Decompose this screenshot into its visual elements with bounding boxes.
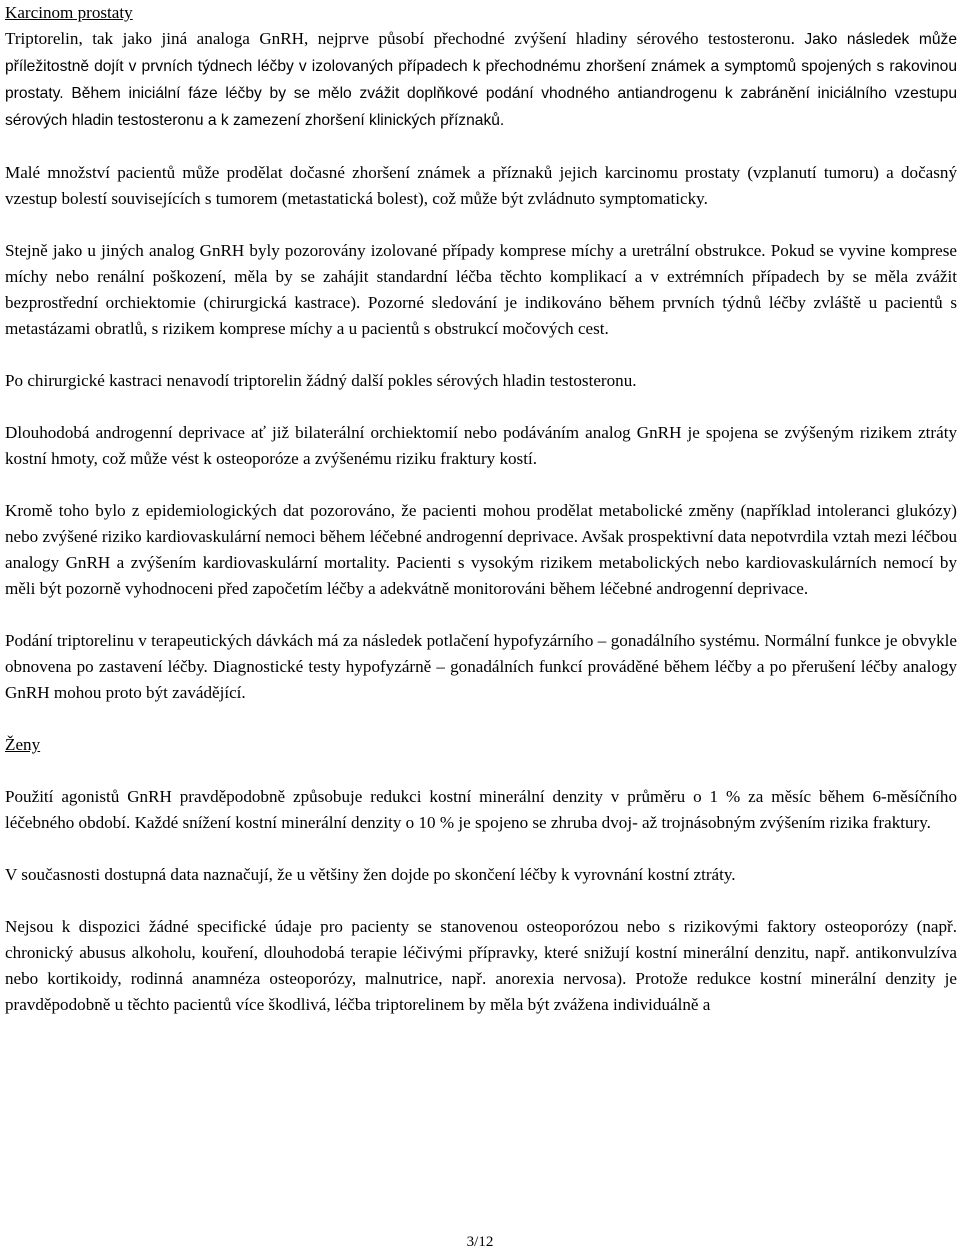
paragraph-bone-density-reduction: Použití agonistů GnRH pravděpodobně způsobuje redukci kostní minerální denzity v průměru o 1 % za měsíc během 6-měsíčního léčebného období. Každé snížení kostní minerální denzity o 10 % je spojeno se zhruba dvoj- až trojnásobným zvýšením rizika fraktury. bbox=[5, 787, 957, 832]
paragraph-tumor-flare: Malé množství pacientů může prodělat dočasné zhoršení známek a příznaků jejich karcinomu prostaty (vzplanutí tumoru) a dočasný vzestup bolestí souvisejících s tumorem (metastatická bolest), což může být zvládnuto symptomaticky. bbox=[5, 163, 957, 208]
document-page bbox=[5, 0, 957, 1044]
section-heading-women: Ženy bbox=[5, 735, 41, 754]
paragraph-part-sans: Jako následek může příležitostně dojít v prvních týdnech léčby v izolovaných případech k přechodnému zhoršení známek a symptomů spojených s rakovinou prostaty. Během iniciální fáze léčby by se mělo zvážit doplňkové podání vhodného antiandrogenu k zabránění iniciálního vzestupu sérových hladin testosteronu a k zamezení zhoršení klinických příznaků. bbox=[5, 31, 957, 129]
paragraph-bone-loss: Dlouhodobá androgenní deprivace ať již bilaterální orchiektomií nebo podáváním analog GnRH je spojena se zvýšeným rizikem ztráty kostní hmoty, což může vést k osteoporóze a zvýšenému riziku fraktury kostí. bbox=[5, 423, 957, 468]
paragraph-initial-testosterone-rise bbox=[5, 26, 957, 134]
page-number: 3/12 bbox=[466, 1234, 494, 1250]
paragraph-part-serif: Triptorelin, tak jako jiná analoga GnRH, nejprve působí přechodné zvýšení hladiny sérového testosteronu. bbox=[5, 29, 805, 48]
section-heading-prostate-cancer: Karcinom prostaty bbox=[5, 3, 133, 22]
paragraph-spinal-compression: Stejně jako u jiných analog GnRH byly pozorovány izolované případy komprese míchy a uretrální obstrukce. Pokud se vyvine komprese míchy nebo renální poškození, měla by se zahájit standardní léčba těchto komplikací a v extrémních případech by se měla zvážit bezprostřední orchiektomie (chirurgická kastrace). Pozorné sledování je indikováno během prvních týdnů léčby zvláště u pacientů s metastázami obratlů, s rizikem komprese míchy a u pacientů s obstrukcí močových cest. bbox=[5, 241, 957, 338]
paragraph-after-castration: Po chirurgické kastraci nenavodí triptorelin žádný další pokles sérových hladin testosteronu. bbox=[5, 371, 637, 390]
paragraph-osteoporosis-risk: Nejsou k dispozici žádné specifické údaje pro pacienty se stanovenou osteoporózou nebo s rizikovými faktory osteoporózy (např. chronický abusus alkoholu, kouření, dlouhodobá terapie léčivými přípravky, které snižují kostní minerální denzitu, např. antikonvulzíva nebo kortikoidy, rodinná anamnéza osteoporózy, malnutrice, např. anorexia nervosa). Protože redukce kostní minerální denzity je pravděpodobně u těchto pacientů více škodlivá, léčba triptorelinem by měla být zvážena individuálně a bbox=[5, 917, 957, 1014]
paragraph-metabolic-changes: Kromě toho bylo z epidemiologických dat pozorováno, že pacienti mohou prodělat metabolické změny (například intoleranci glukózy) nebo zvýšené riziko kardiovaskulární nemoci během léčebné androgenní deprivace. Avšak prospektivní data nepotvrdila vztah mezi léčbou analogy GnRH a zvýšením kardiovaskulární mortality. Pacienti s vysokým rizikem metabolických nebo kardiovaskulárních nemocí by měli být pozorně vyhodnoceni před započetím léčby a adekvátně monitorováni během léčebné androgenní deprivace. bbox=[5, 501, 957, 598]
paragraph-bone-recovery: V současnosti dostupná data naznačují, že u většiny žen dojde po skončení léčby k vyrovnání kostní ztráty. bbox=[5, 865, 736, 884]
paragraph-pituitary-gonadal: Podání triptorelinu v terapeutických dávkách má za následek potlačení hypofyzárního – gonadálního systému. Normální funkce je obvykle obnovena po zastavení léčby. Diagnostické testy hypofyzárně – gonadálních funkcí prováděné během léčby a po přerušení léčby analogy GnRH mohou proto být zavádějící. bbox=[5, 631, 957, 702]
